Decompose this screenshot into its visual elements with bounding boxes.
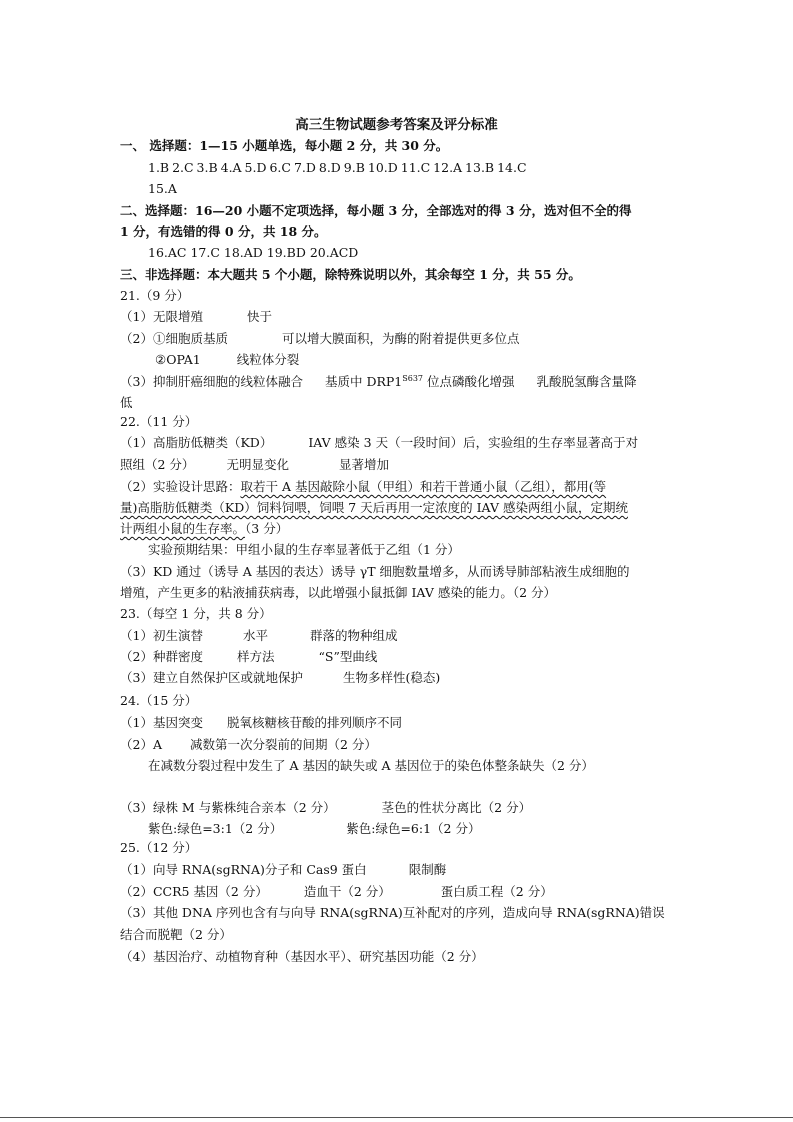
q21-answer-4d: 乳酸脱氢酶含量降 <box>536 374 637 389</box>
q24-line1 <box>120 715 402 731</box>
q25-line3: （3）其他 DNA 序列也含有与向导 RNA(sgRNA)互补配对的序列，造成向导 RNA(sgRNA)错误 <box>120 905 665 920</box>
q24-answer-1b: 脱氧核糖核苷酸的排列顺序不同 <box>226 715 402 730</box>
q24-answer-5b: 紫色:绿色=6:1（2 分） <box>346 821 481 836</box>
q24-answer-2b: 减数第一次分裂前的间期（2 分） <box>189 737 377 752</box>
q24-line5 <box>148 821 480 837</box>
q22-answer-1a: （1）高脂肪低糖类（KD） <box>120 435 273 450</box>
q22-line8: 增殖，产生更多的粘液捕获病毒，以此增强小鼠抵御 IAV 感染的能力。（2 分） <box>120 585 556 600</box>
q22-line2 <box>120 457 389 473</box>
q21-answer-3b: 线粒体分裂 <box>236 352 300 367</box>
q23-header: 23.（每空 1 分，共 8 分） <box>120 606 272 621</box>
q21-answer-4sup: S637 <box>402 373 423 383</box>
q22-answer-2a: 照组（2 分） <box>120 457 195 472</box>
q23-line3 <box>120 670 440 686</box>
q21-line4 <box>120 374 637 390</box>
q25-line2 <box>120 884 553 900</box>
q21-answer-4b: 基质中 DRP1 <box>324 374 403 389</box>
q23-answer-2a: （2）种群密度 <box>120 649 203 664</box>
q22-answer-5a: 计两组小鼠的生存率。 <box>120 521 246 536</box>
q23-answer-2c: “S”型曲线 <box>318 649 378 664</box>
q22-answer-1b: IAV 感染 3 天（一段时间）后，实验组的生存率显著高于对 <box>308 435 639 450</box>
q25-answer-2b: 造血干（2 分） <box>303 884 391 899</box>
q24-line3: 在减数分裂过程中发生了 A 基因的缺失或 A 基因位于的染色体整条缺失（2 分） <box>148 758 594 773</box>
q22-answer-2c: 显著增加 <box>338 457 389 472</box>
q24-line2 <box>120 737 377 753</box>
q22-line5 <box>120 521 288 537</box>
q24-answer-5a: 紫色:绿色=3:1（2 分） <box>148 821 283 836</box>
q23-answer-3a: （3）建立自然保护区或就地保护 <box>120 670 303 685</box>
q21-answer-1a: （1）无限增殖 <box>120 309 203 324</box>
q21-line1 <box>120 309 272 325</box>
q25-answer-2a: （2）CCR5 基因（2 分） <box>120 884 268 899</box>
q21-answer-3a: ②OPA1 <box>155 352 201 367</box>
q21-answer-4a: （3）抑制肝癌细胞的线粒体融合 <box>120 374 303 389</box>
section3-heading: 三、非选择题：本大题共 5 个小题，除特殊说明以外，其余每空 1 分，共 55 分。 <box>120 267 581 282</box>
q22-answer-5b: （3 分） <box>245 521 289 536</box>
q22-header: 22.（11 分） <box>120 414 198 429</box>
q25-line5: （4）基因治疗、动植物育种（基因水平）、研究基因功能（2 分） <box>120 949 484 964</box>
q24-header: 24.（15 分） <box>120 693 198 708</box>
q25-answer-1a: （1）向导 RNA(sgRNA)分子和 Cas9 蛋白 <box>120 862 367 877</box>
q22-answer-3a: （2）实验设计思路： <box>120 479 241 494</box>
section2-heading-line2: 1 分，有选错的得 0 分，共 18 分。 <box>120 224 327 239</box>
q24-answer-4b: 茎色的性状分离比（2 分） <box>381 800 532 815</box>
q22-line6: 实验预期结果：甲组小鼠的生存率显著低于乙组（1 分） <box>148 542 460 557</box>
q24-line4 <box>120 800 531 816</box>
q23-answer-1c: 群落的物种组成 <box>309 628 398 643</box>
q23-answer-2b: 样方法 <box>236 649 275 664</box>
q24-answer-1a: （1）基因突变 <box>120 715 203 730</box>
q22-answer-3b: 取若干 A 基因敲除小鼠（甲组）和若干普通小鼠（乙组），都用(等 <box>240 479 607 494</box>
q21-answer-2b: 可以增大膜面积，为酶的附着提供更多位点 <box>281 331 520 346</box>
q25-line1 <box>120 862 446 878</box>
q23-line1 <box>120 628 398 644</box>
q24-answer-4a: （3）绿株 M 与紫株纯合亲本（2 分） <box>120 800 336 815</box>
q25-answer-1b: 限制酶 <box>408 862 447 877</box>
q23-answer-1b: 水平 <box>242 628 268 643</box>
page-title: 高三生物试题参考答案及评分标准 <box>295 117 498 133</box>
q25-header: 25.（12 分） <box>120 840 198 855</box>
q21-answer-2a: （2）①细胞质基质 <box>120 331 228 346</box>
q23-answer-1a: （1）初生演替 <box>120 628 203 643</box>
section1-heading: 一、 选择题：1—15 小题单选，每小题 2 分，共 30 分。 <box>120 138 449 153</box>
q24-answer-2a: （2）A <box>120 737 162 752</box>
q21-answer-1b: 快于 <box>246 309 272 324</box>
q22-line1 <box>120 435 638 451</box>
q25-line4: 结合而脱靶（2 分） <box>120 927 232 942</box>
q21-line3 <box>155 352 299 368</box>
q25-answer-2c: 蛋白质工程（2 分） <box>440 884 553 899</box>
page-bottom-rule <box>0 1117 793 1118</box>
q22-line3 <box>120 479 606 495</box>
q23-answer-3b: 生物多样性(稳态) <box>342 670 441 685</box>
q21-line2 <box>120 331 519 347</box>
q22-line7: （3）KD 通过（诱导 A 基因的表达）诱导 γT 细胞数量增多，从而诱导肺部粘液生成细胞的 <box>120 564 630 579</box>
q21-line5: 低 <box>120 395 133 410</box>
section2-heading-line1: 二、选择题：16—20 小题不定项选择，每小题 3 分，全部选对的得 3 分，选对但不全的得 <box>120 203 632 218</box>
q23-line2 <box>120 649 377 665</box>
q22-answer-2b: 无明显变化 <box>226 457 289 472</box>
q22-line4: 量)高脂肪低糖类（KD）饲料饲喂，饲喂 7 天后再用一定浓度的 IAV 感染两组小鼠，定期统 <box>120 500 628 515</box>
section1-answers-line2: 15.A <box>148 181 177 196</box>
section2-answers: 16.AC 17.C 18.AD 19.BD 20.ACD <box>148 245 359 260</box>
section1-answers-line1: 1.B 2.C 3.B 4.A 5.D 6.C 7.D 8.D 9.B 10.D 11.C 12.A 13.B 14.C <box>148 160 527 175</box>
q21-header: 21.（9 分） <box>120 288 190 303</box>
q21-answer-4c: 位点磷酸化增强 <box>423 374 515 389</box>
